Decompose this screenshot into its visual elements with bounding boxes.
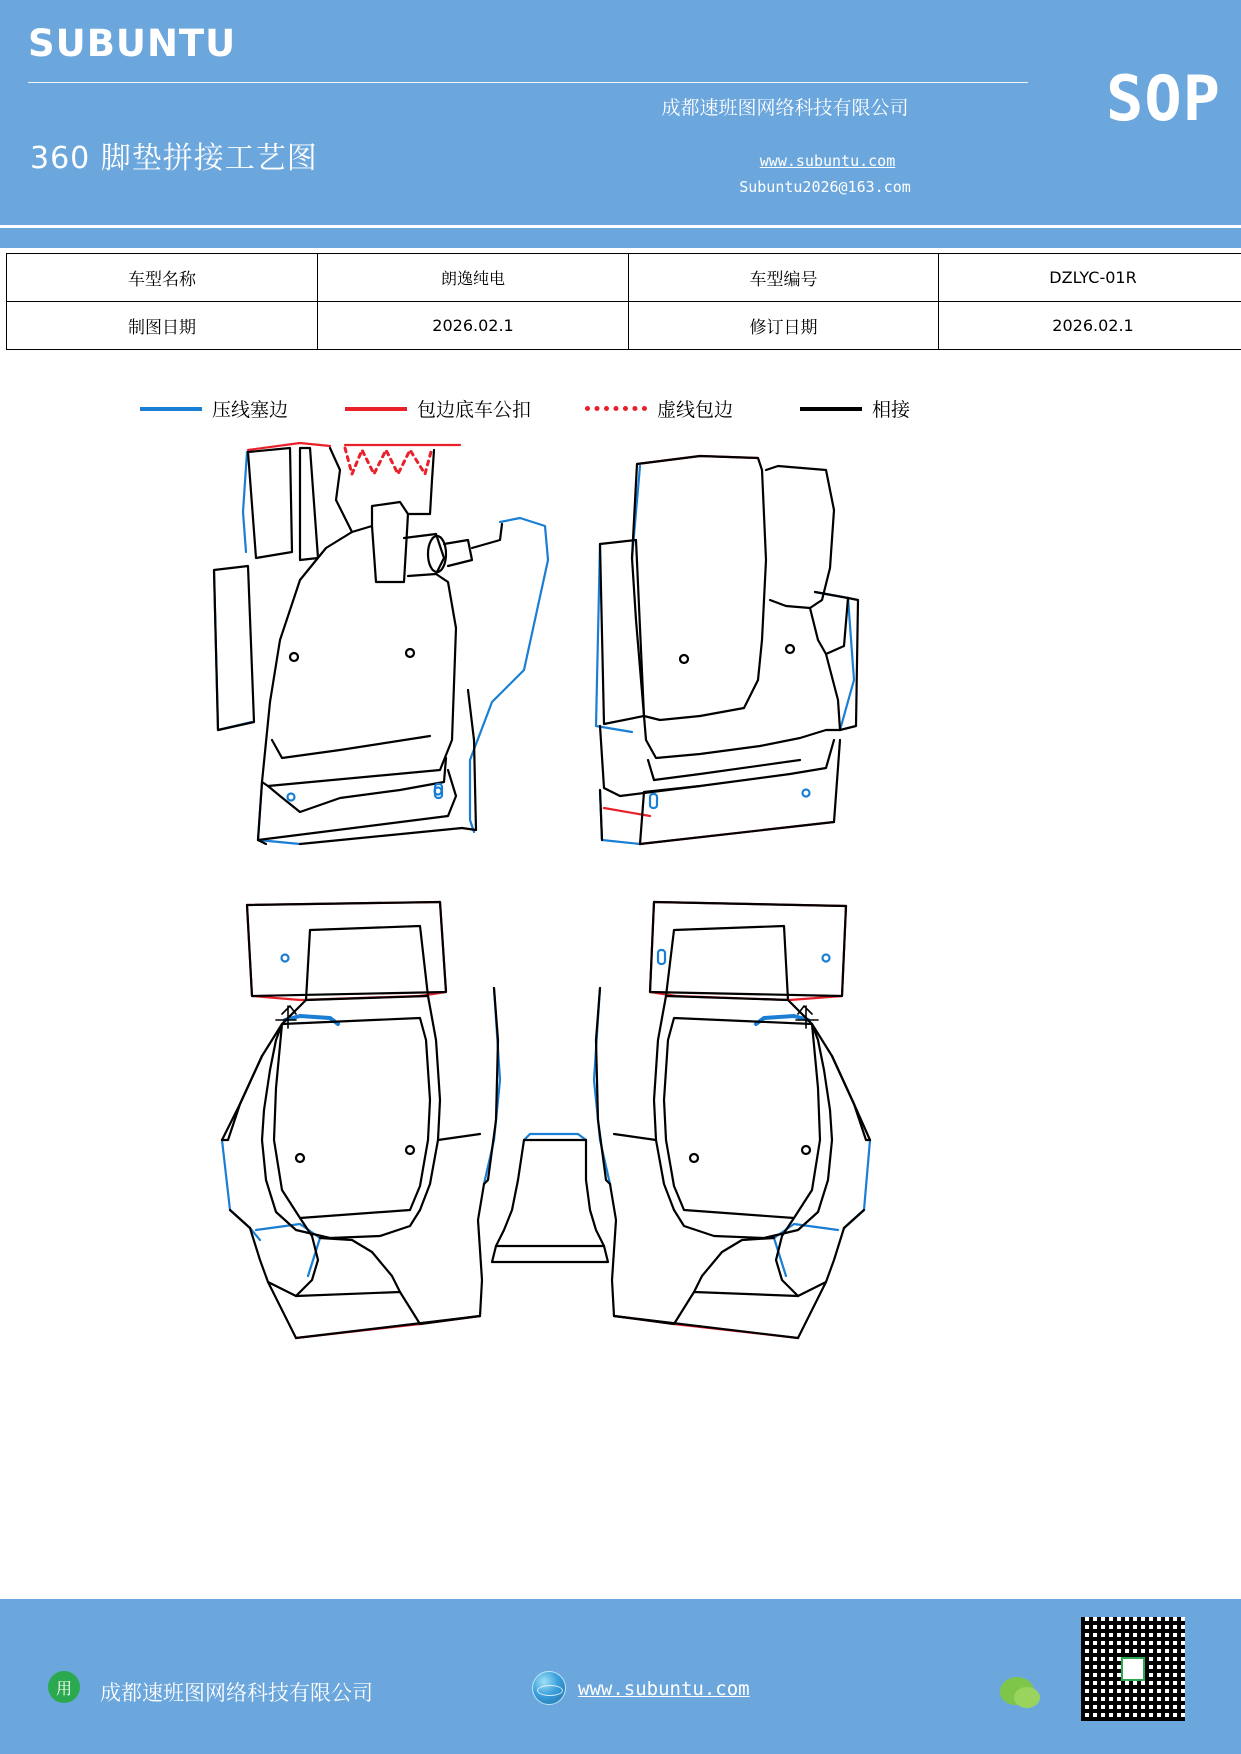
floor-mat-technical-drawing xyxy=(0,440,1241,1510)
front-left-mat xyxy=(214,443,548,844)
legend-item-seam xyxy=(800,395,910,422)
vehicle-info-table xyxy=(6,253,1241,350)
footer-company-name: 成都速班图网络科技有限公司 xyxy=(100,1681,373,1705)
qr-code xyxy=(1081,1617,1185,1721)
page-title: 360 脚垫拼接工艺图 xyxy=(30,141,318,176)
value-model-name: 朗逸纯电 xyxy=(318,254,629,302)
legend-label: 包边底车公扣 xyxy=(417,399,532,421)
wechat-icon xyxy=(1000,1677,1034,1705)
table-row xyxy=(7,254,1241,302)
rear-left-mat xyxy=(222,902,500,1338)
value-draw-date: 2026.02.1 xyxy=(318,302,629,350)
value-revision-date: 2026.02.1 xyxy=(939,302,1241,350)
center-tunnel-mat xyxy=(492,1134,608,1262)
legend-swatch-red-line-icon xyxy=(345,407,407,411)
legend-item-dotted-binding xyxy=(585,395,733,422)
header-bottom-rule xyxy=(0,225,1241,228)
legend-item-binding-buckle xyxy=(345,395,531,422)
footer-badge-icon: 用 xyxy=(48,1671,80,1703)
header-email: Subuntu2026@163.com xyxy=(739,178,911,196)
legend-label: 相接 xyxy=(872,399,911,421)
legend-swatch-red-dotted-icon xyxy=(585,406,647,411)
legend xyxy=(0,395,1241,431)
front-right-mat xyxy=(596,456,858,844)
legend-swatch-black-line-icon xyxy=(800,407,862,411)
legend-item-press-edge xyxy=(140,395,288,422)
label-model-name: 车型名称 xyxy=(7,254,318,302)
page-footer xyxy=(0,1596,1241,1754)
legend-swatch-blue-line-icon xyxy=(140,407,202,411)
header-divider xyxy=(28,82,1028,83)
brand-logo: SUBUNTU xyxy=(28,22,237,65)
legend-label: 虚线包边 xyxy=(657,399,734,421)
footer-website-link[interactable]: www.subuntu.com xyxy=(578,1678,750,1700)
header-company-name: 成都速班图网络科技有限公司 xyxy=(661,97,909,119)
qr-code-center-logo xyxy=(1121,1657,1145,1681)
label-model-code: 车型编号 xyxy=(629,254,939,302)
rear-right-mat xyxy=(594,902,870,1338)
page-header xyxy=(0,0,1241,248)
globe-icon xyxy=(532,1671,566,1705)
sop-badge: SOP xyxy=(1106,62,1221,135)
label-draw-date: 制图日期 xyxy=(7,302,318,350)
table-row xyxy=(7,302,1241,350)
header-website-link[interactable]: www.subuntu.com xyxy=(759,152,896,170)
value-model-code: DZLYC-01R xyxy=(939,254,1241,302)
label-revision-date: 修订日期 xyxy=(629,302,939,350)
legend-label: 压线塞边 xyxy=(212,399,289,421)
